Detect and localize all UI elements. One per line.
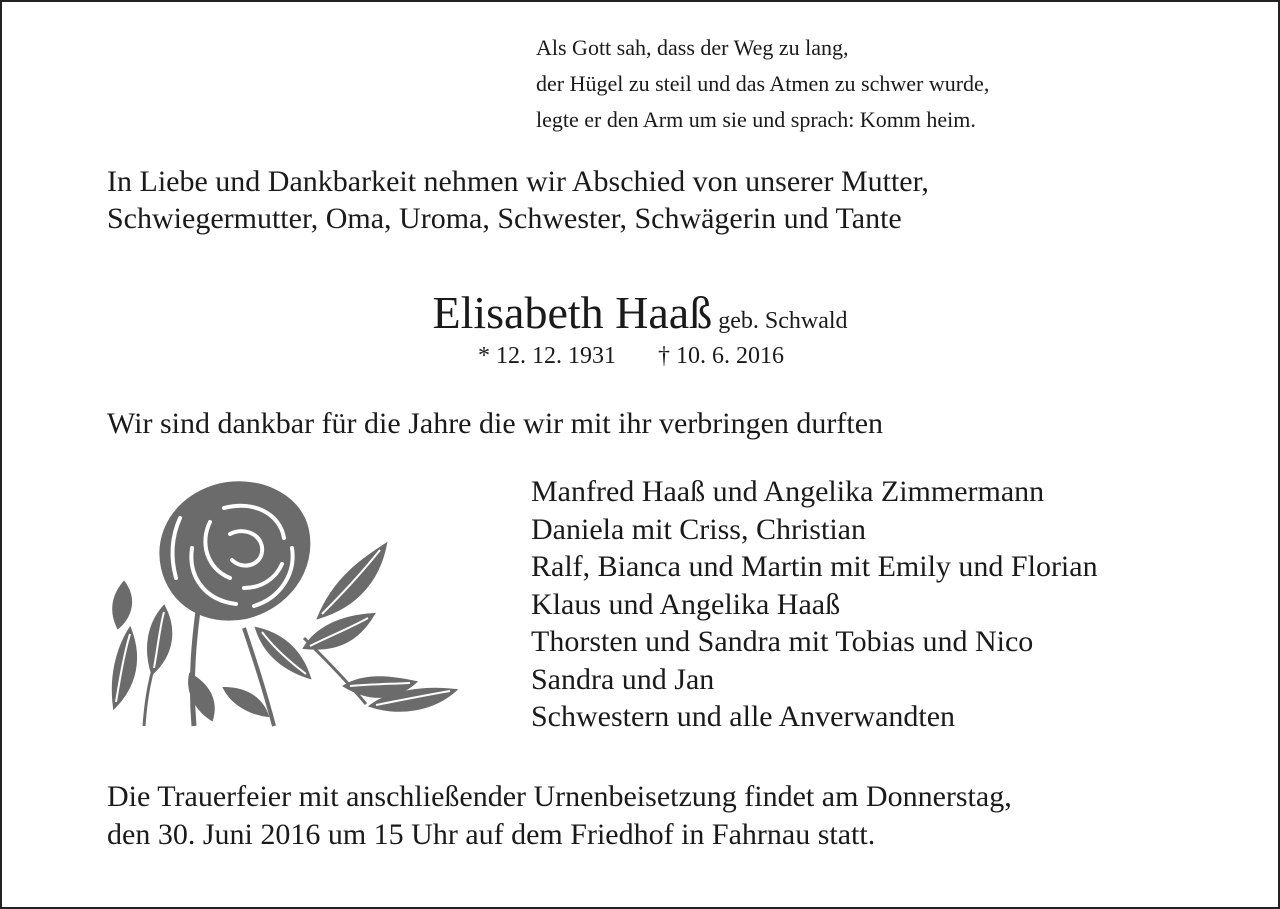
poem-line: der Hügel zu steil und das Atmen zu schwer wurde, bbox=[536, 71, 990, 96]
family-line: Klaus und Angelika Haaß bbox=[531, 587, 841, 621]
family-list bbox=[531, 473, 1098, 736]
service-line: den 30. Juni 2016 um 15 Uhr auf dem Friedhof in Fahrnau statt. bbox=[107, 818, 876, 851]
service-info bbox=[107, 778, 1012, 854]
poem bbox=[536, 30, 989, 138]
maiden-name: geb. Schwald bbox=[718, 308, 848, 334]
service-line: Die Trauerfeier mit anschließender Urnenbeisetzung findet am Donnerstag, bbox=[107, 780, 1012, 813]
family-line: Ralf, Bianca und Martin mit Emily und Florian bbox=[531, 550, 1098, 583]
family-line: Schwestern und alle Anverwandten bbox=[531, 700, 956, 733]
intro-line: In Liebe und Dankbarkeit nehmen wir Abschied von unserer Mutter, bbox=[107, 165, 929, 198]
family-line: Daniela mit Criss, Christian bbox=[531, 512, 866, 546]
intro-line: Schwiegermutter, Oma, Uroma, Schwester, Schwägerin und Tante bbox=[107, 202, 902, 235]
intro-text bbox=[107, 163, 929, 237]
rose-icon bbox=[104, 478, 464, 728]
life-dates bbox=[0, 343, 1280, 370]
poem-line: Als Gott sah, dass der Weg zu lang, bbox=[536, 35, 849, 60]
birth-date: * 12. 12. 1931 bbox=[478, 343, 616, 369]
poem-line: legte er den Arm um sie und sprach: Komm heim. bbox=[536, 107, 976, 132]
deceased-block bbox=[0, 286, 1280, 370]
thanks-text: Wir sind dankbar für die Jahre die wir mit ihr verbringen durften bbox=[107, 407, 884, 440]
deceased-name: Elisabeth Haaß bbox=[432, 287, 713, 338]
family-line: Thorsten und Sandra mit Tobias und Nico bbox=[531, 625, 1034, 658]
death-date: † 10. 6. 2016 bbox=[658, 343, 784, 369]
family-line: Manfred Haaß und Angelika Zimmermann bbox=[531, 475, 1045, 508]
family-line: Sandra und Jan bbox=[531, 662, 715, 696]
